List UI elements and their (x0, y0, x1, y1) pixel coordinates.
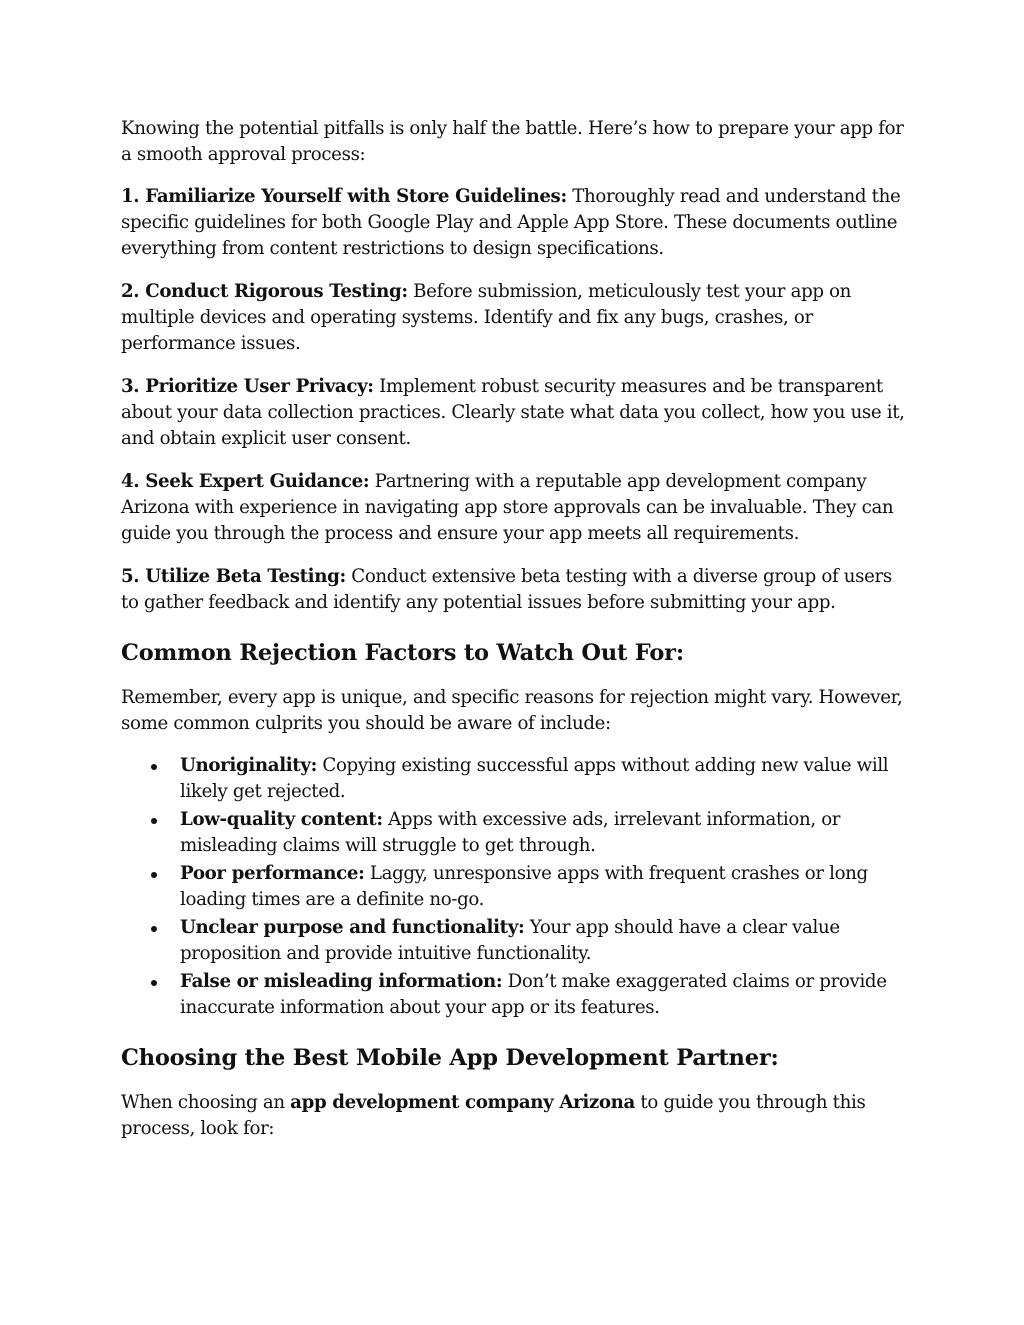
list-item (180, 753, 911, 805)
step-user-privacy (121, 374, 911, 452)
bullet-icon (151, 818, 157, 824)
step-rigorous-testing (121, 279, 911, 357)
bullet-icon (151, 980, 157, 986)
rejection-factors-list (121, 753, 911, 1021)
step-text: Partnering with a reputable app development company Arizona with experience in navigating app store approvals can be invaluable. They can guide you through the process and ensure your app meets all requirements. (121, 471, 894, 544)
list-item (180, 861, 911, 913)
step-text: Conduct extensive beta testing with a diverse group of users to gather feedback and identify any potential issues before submitting your app. (121, 566, 892, 613)
partner-bold-phrase: app development company Arizona (290, 1092, 635, 1113)
rejection-factors-heading: Common Rejection Factors to Watch Out For: (121, 640, 684, 666)
partner-heading: Choosing the Best Mobile App Development Partner: (121, 1045, 779, 1071)
step-text: Before submission, meticulously test your app on multiple devices and operating systems. Identify and fix any bugs, crashes, or performance issues. (121, 281, 852, 354)
step-title: 1. Familiarize Yourself with Store Guidelines: (121, 186, 567, 207)
bullet-icon (151, 872, 157, 878)
step-familiarize-guidelines (121, 184, 911, 262)
step-title: 3. Prioritize User Privacy: (121, 376, 374, 397)
step-title: 2. Conduct Rigorous Testing: (121, 281, 408, 302)
step-text: Implement robust security measures and be transparent about your data collection practices. Clearly state what data you collect, how you use it, and obtain explicit user consent. (121, 376, 905, 449)
list-item-title: Unclear purpose and functionality: (180, 917, 525, 938)
rejection-intro-paragraph: Remember, every app is unique, and specific reasons for rejection might vary. However, some common culprits you should be aware of include: (121, 687, 903, 734)
document-page (121, 116, 911, 1142)
list-item (180, 969, 911, 1021)
list-item-title: Unoriginality: (180, 755, 317, 776)
bullet-icon (151, 926, 157, 932)
step-expert-guidance (121, 469, 911, 547)
partner-text-after: to guide you through this process, look for: (121, 1092, 866, 1139)
step-title: 5. Utilize Beta Testing: (121, 566, 346, 587)
list-item-title: Low-quality content: (180, 809, 383, 830)
list-item-text: Copying existing successful apps without adding new value will likely get rejected. (180, 755, 889, 802)
list-item (180, 807, 911, 859)
list-item-text: Laggy, unresponsive apps with frequent crashes or long loading times are a definite no-go. (180, 863, 868, 910)
list-item-text: Don’t make exaggerated claims or provide inaccurate information about your app or its features. (180, 971, 887, 1018)
list-item-text: Your app should have a clear value proposition and provide intuitive functionality. (180, 917, 840, 964)
list-item-text: Apps with excessive ads, irrelevant information, or misleading claims will struggle to get through. (180, 809, 841, 856)
list-item-title: Poor performance: (180, 863, 365, 884)
partner-text-before: When choosing an (121, 1092, 291, 1113)
step-beta-testing (121, 564, 911, 616)
step-title: 4. Seek Expert Guidance: (121, 471, 370, 492)
partner-paragraph (121, 1090, 911, 1142)
bullet-icon (151, 764, 157, 770)
step-text: Thoroughly read and understand the specific guidelines for both Google Play and Apple App Store. These documents outline everything from content restrictions to design specifications. (121, 186, 901, 259)
list-item-title: False or misleading information: (180, 971, 503, 992)
intro-paragraph: Knowing the potential pitfalls is only half the battle. Here’s how to prepare your app for a smooth approval process: (121, 118, 904, 165)
list-item (180, 915, 911, 967)
